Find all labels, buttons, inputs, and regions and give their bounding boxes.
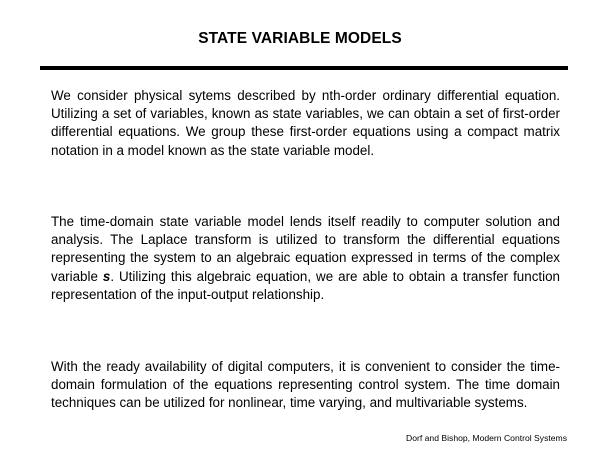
paragraph-laplace-text-end: . Utilizing this algebraic equation, we are able to obtain a transfer function representation of the input-output relationship. <box>51 268 560 302</box>
paragraph-laplace-text-start: The time-domain state variable model lends itself readily to computer solution and analysis. The Laplace transform is utilized to transform the differential equations representing the system to an algebraic equation expressed in terms of the complex variable <box>51 214 560 284</box>
slide-title: STATE VARIABLE MODELS <box>198 30 402 47</box>
paragraph-laplace-transform <box>51 213 560 304</box>
paragraph-digital-computers: With the ready availability of digital computers, it is convenient to consider the time-domain formulation of the equations representing control system. The time domain techniques can be utilized for nonlinear, time varying, and multivariable systems. <box>51 359 560 411</box>
title-divider <box>40 66 568 70</box>
paragraph-state-variables: We consider physical sytems described by nth-order ordinary differential equation. Utilizing a set of variables, known as state variables, we can obtain a set of first-order differential equations. We group these first-order equations using a compact matrix notation in a model known as the state variable model. <box>51 88 560 158</box>
source-citation: Dorf and Bishop, Modern Control Systems <box>406 433 567 443</box>
complex-variable-s: s <box>102 268 111 284</box>
